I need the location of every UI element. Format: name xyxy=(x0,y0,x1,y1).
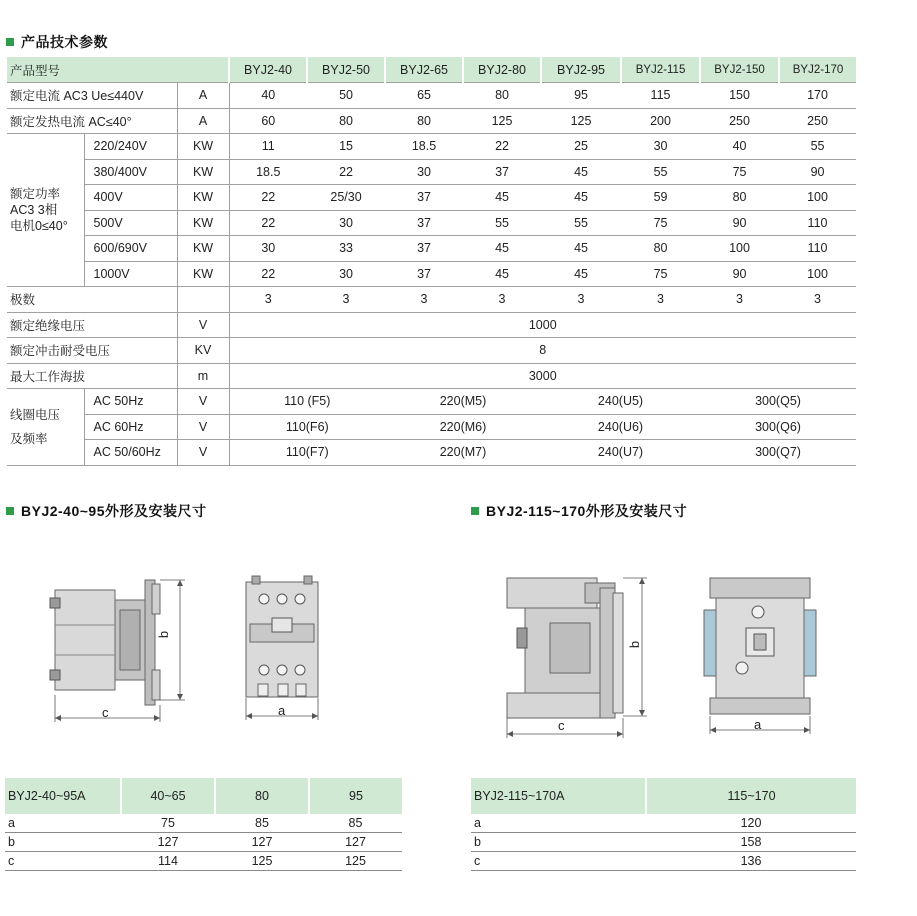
value-cell: 90 xyxy=(700,261,779,287)
value-cell: 110(F6) xyxy=(229,414,385,440)
left-dimension-table xyxy=(5,778,402,871)
unit-cell: KV xyxy=(177,338,229,364)
rated-current-row xyxy=(7,83,856,109)
impulse-row xyxy=(7,338,856,364)
model-name: BYJ2-40 xyxy=(229,57,307,83)
value-cell: 45 xyxy=(541,236,621,262)
value-cell: 25 xyxy=(541,134,621,160)
bullet-square-icon xyxy=(471,507,479,515)
value-cell: 3 xyxy=(621,287,700,313)
value-cell: 37 xyxy=(385,236,463,262)
value-cell: 30 xyxy=(307,210,385,236)
row-label: 额定发热电流 AC≤40° xyxy=(7,108,177,134)
value-cell: 300(Q5) xyxy=(700,389,856,415)
unit-cell: V xyxy=(177,414,229,440)
value-cell: 250 xyxy=(779,108,856,134)
value-cell: 11 xyxy=(229,134,307,160)
value-cell: 37 xyxy=(385,185,463,211)
dim-label: b xyxy=(471,833,646,852)
value-cell: 80 xyxy=(463,83,541,109)
row-label: 额定冲击耐受电压 xyxy=(7,338,177,364)
dim-header-cell: 95 xyxy=(309,778,402,814)
dim-label-b: b xyxy=(156,630,172,639)
freq-label: AC 60Hz xyxy=(84,414,177,440)
value-cell: 3 xyxy=(541,287,621,313)
value-cell: 55 xyxy=(621,159,700,185)
value-cell: 125 xyxy=(541,108,621,134)
value-cell: 60 xyxy=(229,108,307,134)
value-cell: 200 xyxy=(621,108,700,134)
value-cell: 100 xyxy=(700,236,779,262)
thermal-current-row xyxy=(7,108,856,134)
value-cell: 30 xyxy=(385,159,463,185)
unit-cell: KW xyxy=(177,185,229,211)
value-cell: 240(U7) xyxy=(541,440,700,466)
dim-value: 114 xyxy=(121,852,215,871)
value-cell: 33 xyxy=(307,236,385,262)
voltage-label: 400V xyxy=(84,185,177,211)
unit-cell: KW xyxy=(177,159,229,185)
left-section-title-text: BYJ2-40~95外形及安装尺寸 xyxy=(21,503,207,519)
spec-header-row xyxy=(7,57,856,83)
power-group-label xyxy=(7,134,84,287)
dim-header-cell: 115~170 xyxy=(646,778,856,814)
power-row xyxy=(7,134,856,160)
dim-header-row xyxy=(5,778,402,814)
value-cell: 110(F7) xyxy=(229,440,385,466)
value-cell: 22 xyxy=(229,210,307,236)
value-cell: 22 xyxy=(229,261,307,287)
value-cell: 37 xyxy=(385,210,463,236)
dim-value: 75 xyxy=(121,814,215,833)
row-label: 极数 xyxy=(7,287,177,313)
unit-cell: KW xyxy=(177,261,229,287)
value-cell: 45 xyxy=(463,261,541,287)
model-name: BYJ2-170 xyxy=(779,57,856,83)
value-cell: 30 xyxy=(307,261,385,287)
dim-value: 127 xyxy=(309,833,402,852)
value-cell: 55 xyxy=(779,134,856,160)
power-row xyxy=(7,236,856,262)
value-cell: 80 xyxy=(307,108,385,134)
dim-header-row xyxy=(471,778,856,814)
value-cell: 100 xyxy=(779,185,856,211)
dim-label-b: b xyxy=(627,640,643,649)
poles-row xyxy=(7,287,856,313)
value-cell: 22 xyxy=(463,134,541,160)
dim-value: 136 xyxy=(646,852,856,871)
power-row xyxy=(7,261,856,287)
value-cell: 50 xyxy=(307,83,385,109)
large-contactor-side-view xyxy=(495,568,660,743)
dim-row xyxy=(471,814,856,833)
model-name: BYJ2-80 xyxy=(463,57,541,83)
power-row xyxy=(7,185,856,211)
voltage-label: 380/400V xyxy=(84,159,177,185)
dim-label-a: a xyxy=(278,703,286,718)
row-label: 额定绝缘电压 xyxy=(7,312,177,338)
value-cell: 3000 xyxy=(229,363,856,389)
dim-label-a: a xyxy=(754,717,762,732)
unit-cell: m xyxy=(177,363,229,389)
value-cell: 300(Q7) xyxy=(700,440,856,466)
dim-value: 127 xyxy=(121,833,215,852)
voltage-label: 500V xyxy=(84,210,177,236)
right-section-title xyxy=(471,501,687,521)
coil-row xyxy=(7,440,856,466)
unit-cell: V xyxy=(177,312,229,338)
unit-cell: KW xyxy=(177,210,229,236)
dim-row xyxy=(5,814,402,833)
value-cell: 30 xyxy=(229,236,307,262)
unit-cell: KW xyxy=(177,134,229,160)
altitude-row xyxy=(7,363,856,389)
value-cell: 75 xyxy=(621,210,700,236)
value-cell: 90 xyxy=(779,159,856,185)
value-cell: 75 xyxy=(700,159,779,185)
power-row xyxy=(7,210,856,236)
value-cell: 45 xyxy=(541,261,621,287)
dim-label: b xyxy=(5,833,121,852)
model-name: BYJ2-50 xyxy=(307,57,385,83)
value-cell: 110 xyxy=(779,210,856,236)
value-cell: 40 xyxy=(700,134,779,160)
dim-label-c: c xyxy=(558,718,565,733)
voltage-label: 600/690V xyxy=(84,236,177,262)
value-cell: 90 xyxy=(700,210,779,236)
right-dimension-table xyxy=(471,778,856,871)
value-cell: 37 xyxy=(385,261,463,287)
value-cell: 110 (F5) xyxy=(229,389,385,415)
dim-value: 158 xyxy=(646,833,856,852)
label-line: AC3 3相 xyxy=(10,203,58,217)
unit-cell: V xyxy=(177,389,229,415)
value-cell: 37 xyxy=(463,159,541,185)
value-cell: 110 xyxy=(779,236,856,262)
dim-label: c xyxy=(5,852,121,871)
value-cell: 3 xyxy=(463,287,541,313)
model-name: BYJ2-115 xyxy=(621,57,700,83)
unit-cell: V xyxy=(177,440,229,466)
model-name: BYJ2-65 xyxy=(385,57,463,83)
value-cell: 3 xyxy=(229,287,307,313)
large-contactor-front-view xyxy=(698,570,818,735)
freq-label: AC 50Hz xyxy=(84,389,177,415)
value-cell: 220(M7) xyxy=(385,440,541,466)
dim-label-c: c xyxy=(102,705,109,720)
voltage-label: 220/240V xyxy=(84,134,177,160)
value-cell: 1000 xyxy=(229,312,856,338)
value-cell: 125 xyxy=(463,108,541,134)
value-cell: 95 xyxy=(541,83,621,109)
unit-cell: A xyxy=(177,83,229,109)
dim-value: 125 xyxy=(215,852,309,871)
voltage-label: 1000V xyxy=(84,261,177,287)
value-cell: 80 xyxy=(621,236,700,262)
freq-label: AC 50/60Hz xyxy=(84,440,177,466)
value-cell: 55 xyxy=(541,210,621,236)
model-header-label: 产品型号 xyxy=(7,57,229,83)
value-cell: 18.5 xyxy=(385,134,463,160)
dim-row xyxy=(471,852,856,871)
unit-cell: KW xyxy=(177,236,229,262)
value-cell: 59 xyxy=(621,185,700,211)
dim-label: c xyxy=(471,852,646,871)
dim-row xyxy=(5,833,402,852)
label-line: 线圈电压 xyxy=(10,407,61,422)
value-cell: 220(M5) xyxy=(385,389,541,415)
value-cell: 45 xyxy=(463,236,541,262)
value-cell: 45 xyxy=(541,159,621,185)
power-row xyxy=(7,159,856,185)
row-label: 最大工作海拔 xyxy=(7,363,177,389)
label-line: 电机0≤40° xyxy=(10,219,68,233)
value-cell: 3 xyxy=(307,287,385,313)
model-name: BYJ2-150 xyxy=(700,57,779,83)
dim-label: a xyxy=(471,814,646,833)
dim-row xyxy=(5,852,402,871)
value-cell: 250 xyxy=(700,108,779,134)
value-cell: 3 xyxy=(700,287,779,313)
value-cell: 45 xyxy=(463,185,541,211)
dim-header-cell: BYJ2-115~170A xyxy=(471,778,646,814)
value-cell: 100 xyxy=(779,261,856,287)
value-cell: 3 xyxy=(779,287,856,313)
dim-header-cell: 40~65 xyxy=(121,778,215,814)
small-contactor-side-view xyxy=(40,570,200,730)
value-cell: 220(M6) xyxy=(385,414,541,440)
model-name: BYJ2-95 xyxy=(541,57,621,83)
left-section-title xyxy=(6,501,207,521)
value-cell: 150 xyxy=(700,83,779,109)
value-cell: 30 xyxy=(621,134,700,160)
bullet-square-icon xyxy=(6,38,14,46)
value-cell: 18.5 xyxy=(229,159,307,185)
insulation-row xyxy=(7,312,856,338)
dim-value: 127 xyxy=(215,833,309,852)
label-line: 额定功率 xyxy=(10,187,61,201)
value-cell: 3 xyxy=(385,287,463,313)
value-cell: 22 xyxy=(307,159,385,185)
bullet-square-icon xyxy=(6,507,14,515)
dim-value: 85 xyxy=(215,814,309,833)
value-cell: 45 xyxy=(541,185,621,211)
value-cell: 240(U5) xyxy=(541,389,700,415)
unit-cell: A xyxy=(177,108,229,134)
value-cell: 240(U6) xyxy=(541,414,700,440)
value-cell: 115 xyxy=(621,83,700,109)
coil-group-label xyxy=(7,389,84,466)
dim-value: 125 xyxy=(309,852,402,871)
value-cell: 22 xyxy=(229,185,307,211)
value-cell: 25/30 xyxy=(307,185,385,211)
dim-value: 120 xyxy=(646,814,856,833)
spec-table xyxy=(7,57,856,466)
coil-row xyxy=(7,389,856,415)
dim-header-cell: BYJ2-40~95A xyxy=(5,778,121,814)
right-section-title-text: BYJ2-115~170外形及安装尺寸 xyxy=(486,503,688,519)
label-line: 及频率 xyxy=(10,431,48,446)
small-contactor-front-view xyxy=(238,572,328,722)
value-cell: 75 xyxy=(621,261,700,287)
value-cell: 40 xyxy=(229,83,307,109)
value-cell: 65 xyxy=(385,83,463,109)
row-label: 额定电流 AC3 Ue≤440V xyxy=(7,83,177,109)
dim-header-cell: 80 xyxy=(215,778,309,814)
dim-label: a xyxy=(5,814,121,833)
section-title-text: 产品技术参数 xyxy=(21,34,108,50)
coil-row xyxy=(7,414,856,440)
value-cell: 80 xyxy=(700,185,779,211)
value-cell: 55 xyxy=(463,210,541,236)
value-cell: 170 xyxy=(779,83,856,109)
unit-cell xyxy=(177,287,229,313)
dim-row xyxy=(471,833,856,852)
value-cell: 80 xyxy=(385,108,463,134)
value-cell: 15 xyxy=(307,134,385,160)
value-cell: 8 xyxy=(229,338,856,364)
section-title xyxy=(6,32,108,52)
dim-value: 85 xyxy=(309,814,402,833)
value-cell: 300(Q6) xyxy=(700,414,856,440)
